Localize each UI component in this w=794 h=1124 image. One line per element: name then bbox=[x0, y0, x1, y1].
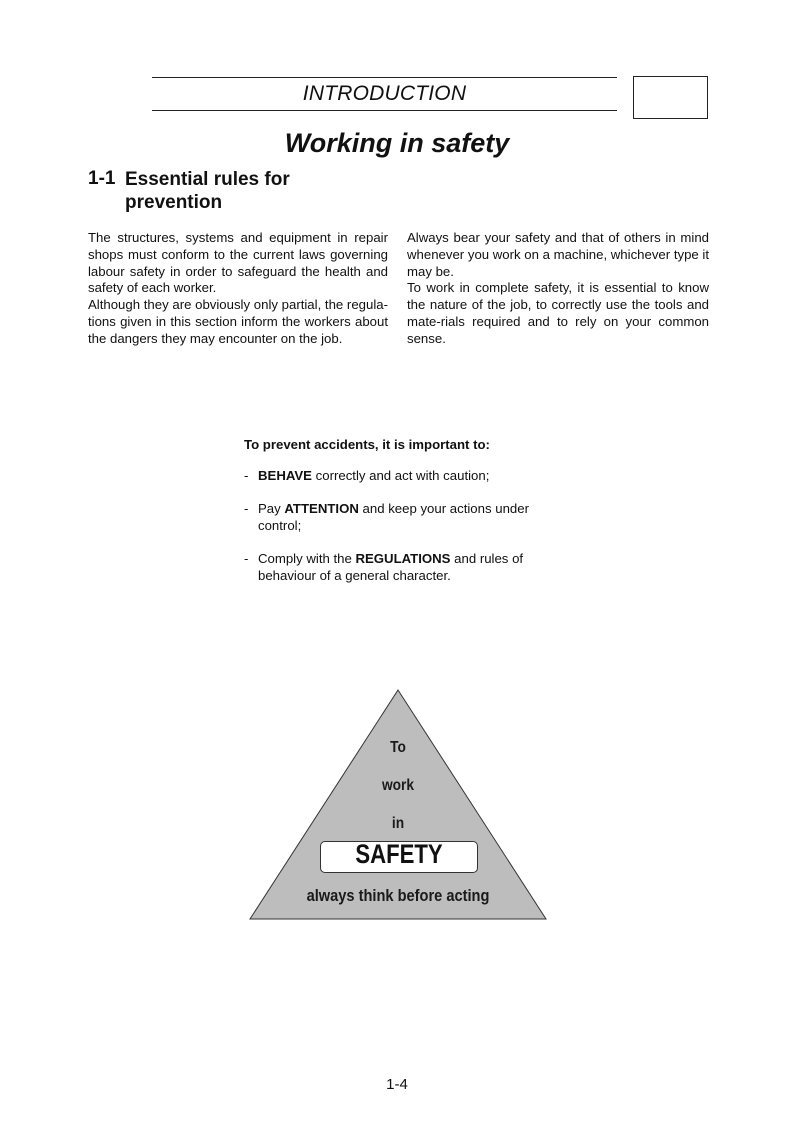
item-keyword: REGULATIONS bbox=[355, 551, 451, 566]
triangle-word-in: in bbox=[391, 815, 405, 832]
section-number: 1-1 bbox=[88, 168, 116, 189]
item-text-post: and rules of behaviour of a general character. bbox=[258, 551, 524, 583]
header-section-title: INTRODUCTION bbox=[302, 82, 467, 105]
section-title-line1: Essential rules for bbox=[125, 169, 290, 190]
item-keyword: BEHAVE bbox=[258, 468, 312, 483]
right-paragraph-2: To work in complete safety, it is essential to know the nature of the job, to correctly use the tools and mate-rials required and to rely on your common sense. bbox=[407, 280, 709, 346]
left-paragraph-2: Although they are obviously only partial, the regula-tions given in this section inform the workers about the dangers they may encounter on the job. bbox=[88, 297, 388, 346]
list-dash: - bbox=[244, 551, 249, 566]
item-text-pre: Pay bbox=[258, 501, 285, 516]
page-title: Working in safety bbox=[284, 128, 510, 158]
safety-label: SAFETY bbox=[355, 839, 443, 869]
prevention-heading: To prevent accidents, it is important to: bbox=[244, 437, 490, 452]
item-text-post: and keep your actions under control; bbox=[258, 501, 529, 533]
left-paragraph-1: The structures, systems and equipment in repair shops must conform to the current laws governing labour safety in order to safeguard the health and safety of each worker. bbox=[88, 230, 388, 296]
list-dash: - bbox=[244, 501, 249, 516]
triangle-word-to: To bbox=[390, 739, 406, 756]
item-text-post: correctly and act with caution; bbox=[311, 468, 490, 483]
page-number: 1-4 bbox=[386, 1076, 408, 1093]
right-paragraph-1: Always bear your safety and that of others in mind whenever you work on a machine, whichever type it may be. bbox=[407, 230, 709, 279]
section-title-line2: prevention bbox=[125, 192, 223, 213]
item-text-pre: Comply with the bbox=[258, 551, 356, 566]
safety-triangle bbox=[250, 690, 546, 919]
triangle-word-work: work bbox=[381, 777, 415, 794]
item-keyword: ATTENTION bbox=[284, 501, 359, 516]
triangle-motto: always think before acting bbox=[306, 886, 490, 905]
list-dash: - bbox=[244, 468, 249, 483]
